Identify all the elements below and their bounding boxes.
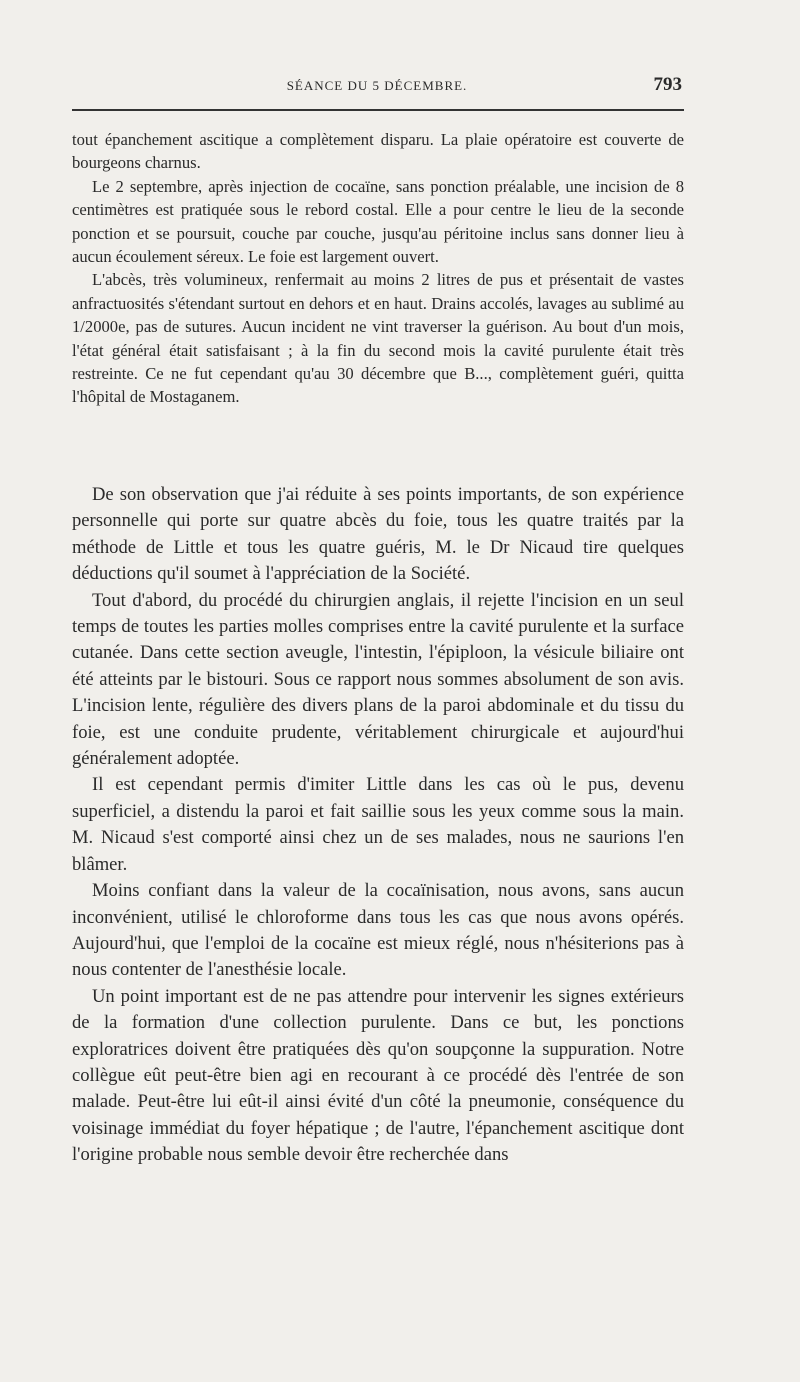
paragraph: Un point important est de ne pas attendre pour intervenir les signes extérieurs de la formation d'une collection purulente. Dans ce but, les ponctions exploratrices doivent être pratiquées dès qu'on soupçonne la suppuration. Notre collègue eût peut-être bien agi en recourant à ce procédé dès l'entrée de son malade. Peut-être lui eût-il ainsi évité d'un côté la pneumonie, conséquence du voisinage immédiat du foyer hépatique ; de l'autre, l'épanchement ascitique dont l'origine probable nous semble devoir être recherchée dans bbox=[72, 985, 684, 1166]
paragraph: De son observation que j'ai réduite à ses points importants, de son expérience personnelle qui porte sur quatre abcès du foie, tous les quatre traités par la méthode de Little et tous les quatre guéris, M. le Dr Nicaud tire quelques déductions qu'il soumet à l'appréciation de la Société. bbox=[72, 484, 684, 585]
paragraph: Tout d'abord, du procédé du chirurgien anglais, il rejette l'incision en un seul temps de toutes les parties molles comprises entre la cavité purulente et la surface cutanée. Dans cette section aveugle, l'intestin, l'épiploon, la vésicule biliaire ont été atteints par le bistouri. Sous ce rapport nous sommes absolument de son avis. L'incision lente, régulière des divers plans de la paroi abdominale et du tissu du foie, est une conduite prudente, véritablement chirurgicale et aujourd'hui généralement adoptée. bbox=[72, 589, 684, 770]
paragraph: Moins confiant dans la valeur de la cocaïnisation, nous avons, sans aucun inconvénient, utilisé le chloroforme dans tous les cas que nous avons opérés. Aujourd'hui, que l'emploi de la cocaïne est mieux réglé, nous n'hésiterions pas à nous contenter de l'anesthésie locale. bbox=[72, 880, 684, 981]
header-rule bbox=[72, 109, 684, 111]
commentary-section bbox=[72, 482, 684, 1169]
paragraph: tout épanchement ascitique a complètement disparu. La plaie opératoire est couverte de bourgeons charnus. bbox=[72, 130, 684, 173]
page-header bbox=[72, 76, 682, 100]
running-title: SÉANCE DU 5 DÉCEMBRE. bbox=[286, 78, 468, 93]
paragraph: Le 2 septembre, après injection de cocaïne, sans ponction préalable, une incision de 8 centimètres est pratiquée sous le rebord costal. Elle a pour centre le lieu de la seconde ponction et se poursuit, couche par couche, jusqu'au péritoine inclus sans donner lieu à aucun écoulement séreux. Le foie est largement ouvert. bbox=[72, 176, 684, 267]
page-number: 793 bbox=[653, 74, 682, 95]
paragraph: L'abcès, très volumineux, renfermait au moins 2 litres de pus et présentait de vastes anfractuosités s'étendant surtout en dehors et en haut. Drains accolés, lavages au sublimé au 1/2000e, pas de sutures. Aucun incident ne vint traverser la guérison. Au bout d'un mois, l'état général était satisfaisant ; à la fin du second mois la cavité purulente était très restreinte. Ce ne fut cependant qu'au 30 décembre que B..., complètement guéri, quitta l'hôpital de Mostaganem. bbox=[72, 270, 684, 407]
paragraph: Il est cependant permis d'imiter Little dans les cas où le pus, devenu superficiel, a distendu la paroi et fait saillie sous les yeux comme sous la main. M. Nicaud s'est comporté ainsi chez un de ses malades, nous ne saurions l'en blâmer. bbox=[72, 774, 684, 875]
case-report-section bbox=[72, 128, 684, 409]
